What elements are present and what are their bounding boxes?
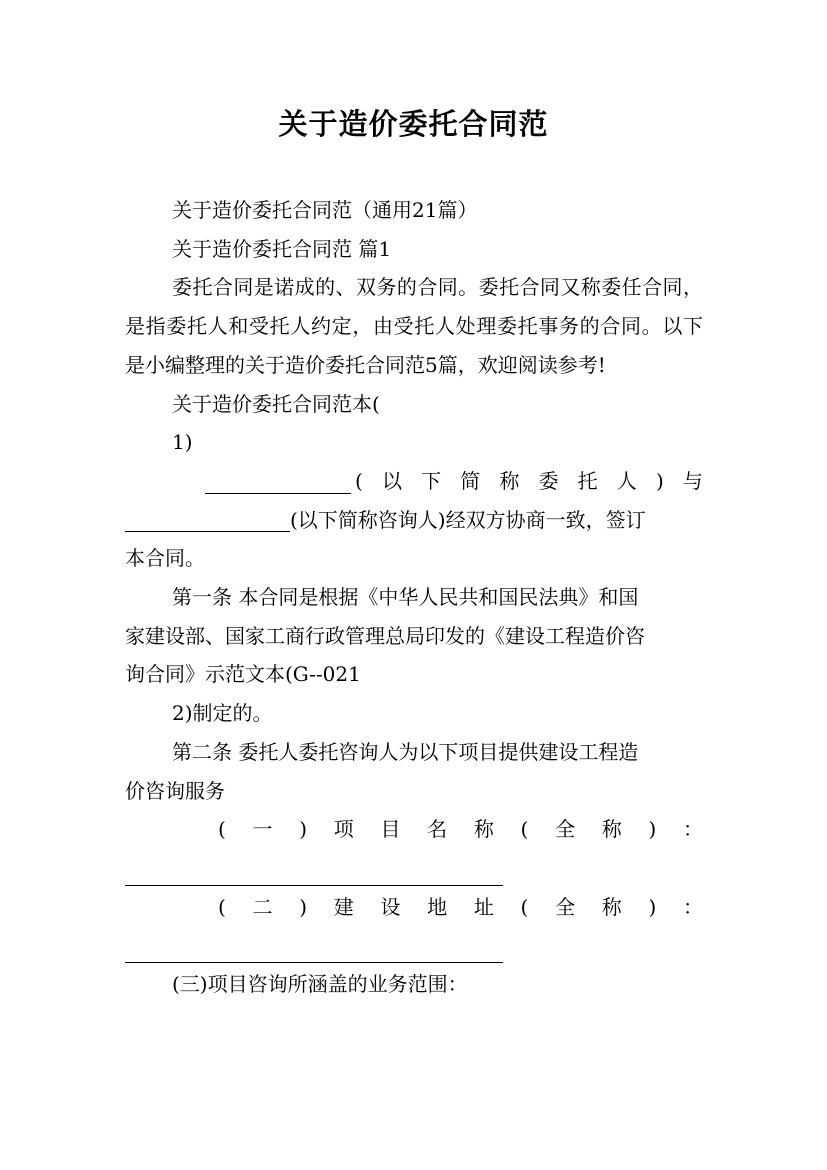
parties-char: 托 (577, 468, 598, 493)
article-2-line-1: 第二条 委托人委托咨询人为以下项目提供建设工程造 (172, 739, 639, 764)
consultant-blank (125, 505, 290, 532)
parties-line-1-text (351, 462, 703, 501)
item-1-project-name (125, 810, 703, 849)
document-title: 关于造价委托合同范 (278, 107, 549, 141)
parties-char: ) (655, 468, 664, 493)
parties-line-2 (125, 501, 703, 540)
item-1-char: ) (299, 817, 308, 842)
document-body (125, 191, 703, 1004)
item-1-blank-line (125, 849, 703, 888)
article-1-line-3: 询合同》示范文本(G--021 (125, 662, 361, 687)
article-2-line-2: 价咨询服务 (125, 778, 225, 803)
item-1-char: ( (520, 817, 529, 842)
item-1-char: 称 (601, 817, 622, 842)
parties-char: 委 (538, 468, 559, 493)
intro-paragraph: 委托合同是诺成的、双务的合同。委托合同又称委任合同，是指委托人和受托人约定，由受托人处理委托事务的合同。以下是小编整理的关于造价委托合同范5篇，欢迎阅读参考! (125, 275, 703, 377)
item-2-construction-address (125, 888, 703, 927)
parties-line-1 (125, 462, 703, 501)
item-1-char: ( (218, 817, 226, 842)
project-name-blank (125, 859, 503, 886)
item-2-char: 址 (473, 894, 494, 919)
item-1-char: 全 (555, 817, 576, 842)
part-heading: 关于造价委托合同范 篇1 (172, 236, 392, 261)
parties-char: 人 (616, 468, 637, 493)
subtitle: 关于造价委托合同范（通用21篇） (172, 198, 478, 222)
client-blank (205, 467, 351, 494)
item-1-char: 一 (252, 817, 273, 842)
item-2-char: 地 (427, 894, 448, 919)
sample-heading-continued: 1) (172, 430, 193, 455)
item-2-char: 全 (555, 894, 576, 919)
address-blank (125, 936, 503, 963)
parties-line-3: 本合同。 (125, 546, 205, 571)
article-1-line-4: 2)制定的。 (172, 701, 273, 726)
parties-char: 下 (421, 468, 442, 493)
item-1-char: 称 (473, 817, 494, 842)
item-2-char: 设 (380, 894, 401, 919)
item-2-char: ) (648, 894, 657, 919)
item-2-char: 称 (601, 894, 622, 919)
parties-char: 以 (381, 468, 402, 493)
parties-char: 与 (682, 468, 703, 493)
item-1-char: ： (682, 817, 703, 842)
item-1-char: 名 (427, 817, 448, 842)
parties-char: ( (355, 468, 363, 493)
item-2-char: ) (299, 894, 308, 919)
parties-line-2-text: (以下简称咨询人)经双方协商一致，签订 (290, 507, 646, 532)
item-1-char: 项 (333, 817, 354, 842)
article-1-line-1: 第一条 本合同是根据《中华人民共和国民法典》和国 (172, 585, 639, 610)
item-2-char: ( (218, 894, 226, 919)
item-3-business-scope: (三)项目咨询所涵盖的业务范围： (172, 972, 468, 997)
item-2-char: 建 (333, 894, 354, 919)
item-2-blank-line (125, 926, 703, 965)
parties-char: 简 (460, 468, 481, 493)
item-2-char: 二 (252, 894, 273, 919)
article-1-line-2: 家建设部、国家工商行政管理总局印发的《建设工程造价咨 (125, 623, 645, 648)
item-2-char: ( (520, 894, 529, 919)
item-2-char: ： (682, 894, 703, 919)
item-1-char: 目 (380, 817, 401, 842)
sample-heading: 关于造价委托合同范本( (172, 391, 380, 416)
parties-char: 称 (499, 468, 520, 493)
item-1-char: ) (648, 817, 657, 842)
